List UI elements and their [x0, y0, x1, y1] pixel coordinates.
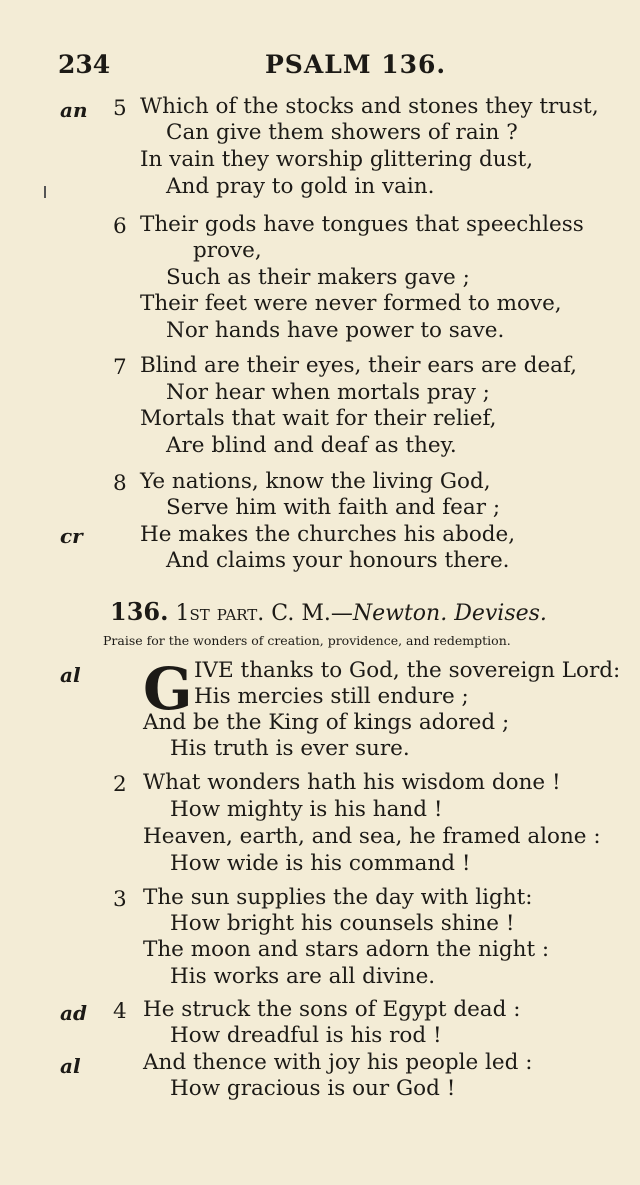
- stanza-number: 6: [113, 214, 127, 239]
- verse-line: His mercies still endure ;: [194, 684, 469, 709]
- verse-line: Nor hands have power to save.: [166, 318, 505, 343]
- verse-line: Heaven, earth, and sea, he framed alone :: [143, 824, 601, 849]
- verse-line: IVE thanks to God, the sovereign Lord:: [194, 658, 621, 683]
- verse-line: Ye nations, know the living God,: [140, 469, 491, 494]
- stanza-number: 3: [113, 887, 127, 912]
- verse-line: How wide is his command !: [170, 851, 471, 876]
- verse-line: And pray to gold in vain.: [166, 174, 435, 199]
- verse-line: Their gods have tongues that speechless: [140, 212, 584, 237]
- verse-line: His works are all divine.: [170, 964, 436, 989]
- verse-line: What wonders hath his wisdom done !: [143, 770, 561, 795]
- drop-cap: G: [143, 655, 193, 723]
- verse-line: Blind are their eyes, their ears are deaf,: [140, 353, 578, 378]
- verse-line: Are blind and deaf as they.: [166, 433, 457, 458]
- running-head: PSALM 136.: [265, 50, 447, 79]
- stanza-number: 5: [113, 96, 127, 121]
- verse-line: And claims your honours there.: [166, 548, 510, 573]
- verse-line: Mortals that wait for their relief,: [140, 406, 497, 431]
- stanza-number: 8: [113, 471, 127, 496]
- page-number: 234: [58, 50, 111, 79]
- margin-note: al: [60, 663, 81, 687]
- hymn-part-meter: 1st part. C. M.—: [175, 601, 353, 626]
- margin-note: cr: [60, 524, 83, 548]
- verse-line: How dreadful is his rod !: [170, 1023, 442, 1048]
- verse-line: His truth is ever sure.: [170, 736, 410, 761]
- verse-line: Can give them showers of rain ?: [166, 120, 518, 145]
- verse-line: How mighty is his hand !: [170, 797, 443, 822]
- verse-line: Which of the stocks and stones they trust,: [140, 94, 599, 119]
- verse-line: The sun supplies the day with light:: [143, 885, 533, 910]
- hymn-tunes: Newton. Devises.: [352, 601, 547, 626]
- verse-line: The moon and stars adorn the night :: [143, 937, 550, 962]
- verse-line: prove,: [193, 238, 262, 263]
- ink-speck: [44, 186, 46, 198]
- hymn-heading: [110, 597, 547, 626]
- verse-line: Serve him with faith and fear ;: [166, 495, 501, 520]
- hymn-number: 136.: [110, 597, 169, 626]
- verse-line: Such as their makers gave ;: [166, 265, 470, 290]
- verse-line: Their feet were never formed to move,: [140, 291, 562, 316]
- hymn-subtitle: Praise for the wonders of creation, providence, and redemption.: [103, 633, 511, 648]
- stanza-number: 4: [113, 999, 127, 1024]
- verse-line: How gracious is our God !: [170, 1076, 456, 1101]
- verse-line: Nor hear when mortals pray ;: [166, 380, 490, 405]
- verse-line: In vain they worship glittering dust,: [140, 147, 534, 172]
- verse-line: And thence with joy his people led :: [143, 1050, 533, 1075]
- verse-line: He makes the churches his abode,: [140, 522, 516, 547]
- margin-note: an: [60, 98, 88, 122]
- stanza-number: 2: [113, 772, 127, 797]
- margin-note: ad: [60, 1001, 87, 1025]
- verse-line: He struck the sons of Egypt dead :: [143, 997, 521, 1022]
- stanza-number: 7: [113, 355, 127, 380]
- margin-note: al: [60, 1054, 81, 1078]
- verse-line: And be the King of kings adored ;: [143, 710, 510, 735]
- verse-line: How bright his counsels shine !: [170, 911, 515, 936]
